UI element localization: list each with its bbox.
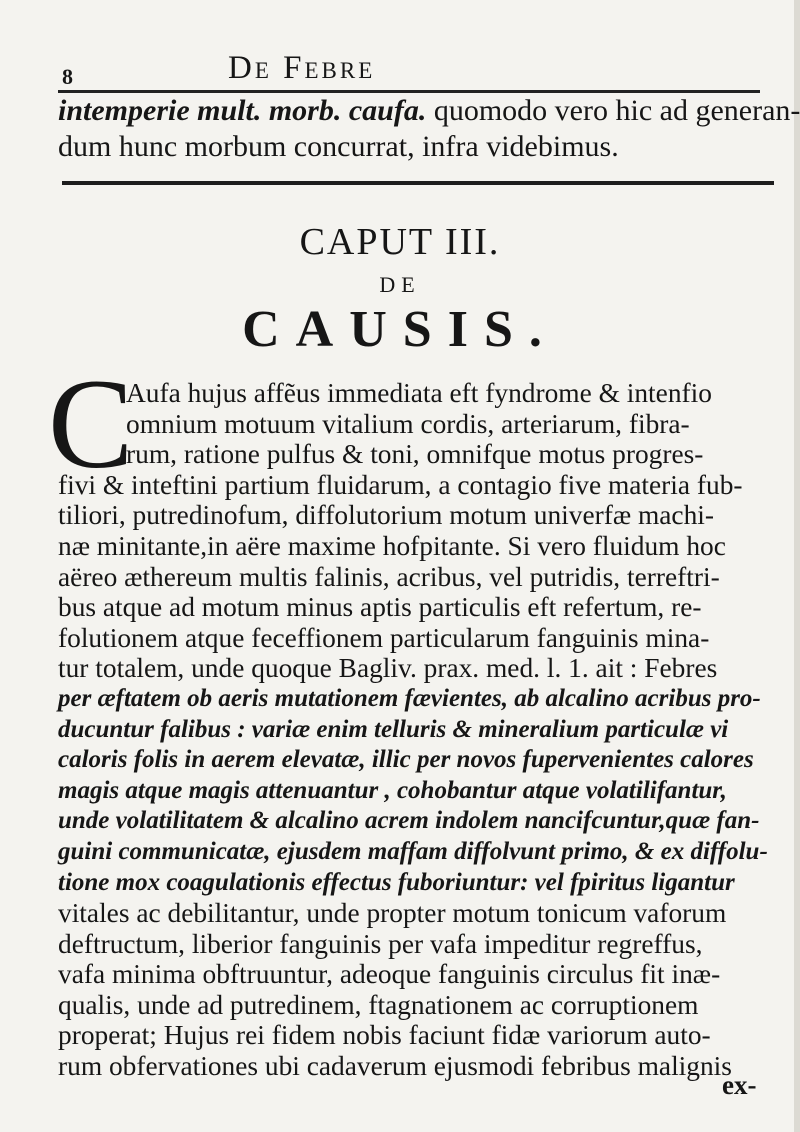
- chapter-subtitle: DE: [379, 272, 421, 297]
- body-line: guini communicatæ, ejusdem maffam diffolvunt primo, & ex diffolu-: [58, 837, 768, 865]
- body-line: folutionem atque feceffionem particularum fanguinis mina-: [58, 622, 710, 653]
- chapter-heading: CAUSIS.: [242, 301, 558, 358]
- body-line: magis atque magis attenuantur , cohobantur atque volatilifantur,: [58, 776, 727, 804]
- body-line: tione mox coagulationis effectus fuboriuntur: vel fpiritus ligantur: [58, 868, 735, 896]
- body-line: rum, ratione pulfus & toni, omnifque motus progres-: [126, 439, 704, 470]
- running-head: [58, 50, 758, 90]
- body-line: ducuntur falibus : variæ enim telluris & mineralium particulæ vi: [58, 715, 729, 743]
- body-line: tur totalem, unde quoque Bagliv. prax. med. l. 1. ait : Febres: [58, 653, 718, 684]
- body-line: omnium motuum vitalium cordis, arteriarum, fibra-: [126, 408, 690, 439]
- running-title: De Febre: [228, 50, 376, 86]
- body-line: vitales ac debilitantur, unde propter motum tonicum vaforum: [58, 898, 727, 929]
- intro-line-1-rest: quomodo vero hic ad generan-: [426, 94, 800, 127]
- body-line: næ minitante,in aëre maxime hofpitante. Si vero fluidum hoc: [58, 530, 726, 561]
- body-line: vafa minima obftruuntur, adeoque fanguinis circulus fit inæ-: [58, 959, 721, 990]
- drop-cap: C: [48, 353, 134, 495]
- body-line: properat; Hujus rei fidem nobis faciunt fidæ variorum auto-: [58, 1020, 711, 1051]
- body-line: per æftatem ob aeris mutationem fævientes, ab alcalino acribus pro-: [58, 684, 761, 712]
- intro-text: [58, 93, 800, 165]
- body-line: Aufa hujus affẽus immediata eft fyndrome & intenfio: [126, 378, 712, 408]
- body-line: caloris folis in aerem elevatæ, illic per novos fupervenientes calores: [58, 746, 754, 774]
- body-line: rum obfervationes ubi cadaverum ejusmodi febribus malignis: [58, 1051, 732, 1082]
- section-divider-rule: [62, 181, 774, 185]
- intro-line-2: dum hunc morbum concurrat, infra videbimus.: [58, 130, 619, 163]
- page-number: 8: [62, 64, 73, 89]
- intro-citation: intemperie mult. morb. caufa.: [58, 94, 427, 127]
- body-line: qualis, unde ad putredinem, ftagnationem ac corruptionem: [58, 989, 699, 1020]
- body-line: aëreo æthereum multis falinis, acribus, vel putridis, terreftri-: [58, 561, 720, 592]
- intro-line-1: [58, 93, 800, 129]
- catchword: ex-: [722, 1070, 757, 1100]
- chapter-title: CAPUT III.: [299, 221, 501, 263]
- body-line: bus atque ad motum minus aptis particulis eft refertum, re-: [58, 592, 702, 623]
- body-line: fivi & inteftini partium fluidarum, a contagio five materia fub-: [58, 469, 743, 500]
- body-line: unde volatilitatem & alcalino acrem indolem nancifcuntur,quæ fan-: [58, 807, 760, 835]
- body-text: [58, 378, 798, 1082]
- body-line: tiliori, putredinofum, diffolutorium motum univerfæ machi-: [58, 500, 715, 531]
- body-line: deftructum, liberior fanguinis per vafa impeditur regreffus,: [58, 928, 703, 959]
